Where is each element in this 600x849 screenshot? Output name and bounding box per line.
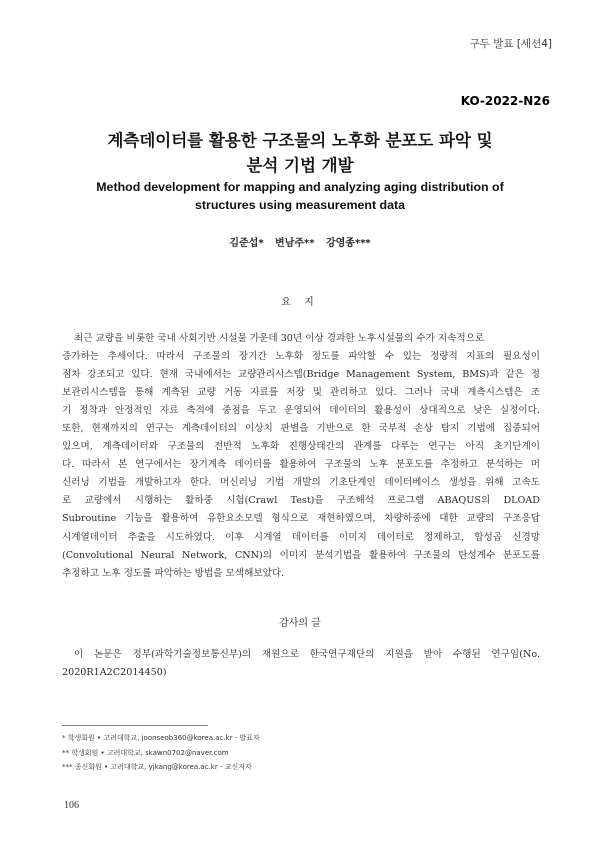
abstract-line: 최근 교량을 비롯한 국내 사회기반 시설물 가운데 30년 이상 경과한 노후시설물의 수가 지속적으로: [74, 333, 485, 344]
abstract-line: 점차 강조되고 있다. 현재 국내에서는 교량관리시스템(Bridge Management System, BMS)과 같은 정: [62, 369, 540, 381]
english-title-line-1: Method development for mapping and analyzing aging distribution of: [96, 180, 504, 194]
abstract-line: Subroutine 기능을 활용하여 유한요소모델 형식으로 재현하였으며, 차량하중에 대한 교량의 구조응답: [62, 513, 540, 525]
korean-title-line-1: 계측데이터를 활용한 구조물의 노후화 분포도 파악 및: [107, 131, 493, 150]
abstract-line: 추정하고 노후 정도를 파악하는 방법을 모색해보았다.: [62, 567, 285, 579]
paper-code: KO-2022-N26: [460, 94, 550, 108]
footnote-author-3: *** 종신회원 • 고려대학교, yjkang@korea.ac.kr - 교신저자: [62, 763, 252, 771]
abstract-line: 로 교량에서 시행하는 활하중 시험(Crawl Test)을 구조해석 프로그램 ABAQUS의 DLOAD: [62, 495, 540, 507]
abstract-line: 보관리시스템을 통해 계측된 교량 거동 자료를 저장 및 관리하고 있다. 그러나 국내 계측시스템은 조: [62, 387, 540, 399]
acknowledgement-heading: 감사의 글: [279, 618, 321, 629]
footnote-author-1: * 학생회원 • 고려대학교, joonseob360@korea.ac.kr - 발표자: [62, 734, 260, 742]
english-title: [60, 178, 540, 214]
footnotes: [62, 731, 260, 775]
session-tag: 구두 발표 [세션4]: [469, 38, 552, 50]
acknowledgement-line: 이 논문은 정부(과학기술정보통신부)의 재원으로 한국연구재단의 지원을 받아 수행된 연구임(No.: [74, 649, 540, 660]
abstract-line: 신러닝 기법을 개발하고자 한다. 머신러닝 기법 개발의 기초단계인 데이터베이스 생성을 위해 고속도: [62, 477, 540, 489]
abstract-line: 기 정착과 안정적인 자료 축적에 중점을 두고 운영되어 데이터의 활용성이 상대적으로 낮은 실정이다.: [62, 405, 540, 417]
english-title-line-2: structures using measurement data: [194, 198, 406, 212]
footnote-divider: [62, 725, 208, 726]
page-number: 106: [64, 800, 79, 811]
author-2: 변남주**: [275, 238, 315, 249]
korean-title-line-2: 분석 기법 개발: [246, 156, 354, 175]
abstract-heading: 요 지: [281, 297, 319, 308]
author-list: [0, 234, 600, 249]
author-3: 강영종***: [325, 238, 371, 249]
abstract-line: 시계열데이터 추출을 시도하였다. 이후 시계열 데이터를 이미지 데이터로 정제하고, 합성곱 신경망: [62, 531, 540, 543]
abstract-line: 증가하는 추세이다. 따라서 구조물의 장기간 노후화 정도를 파악할 수 있는 정량적 지표의 필요성이: [62, 351, 540, 363]
abstract-line: 또한, 현재까지의 연구는 계측데이터의 이상치 판별을 기반으로 한 국부적 손상 탐지 기법에 집중되어: [62, 423, 540, 435]
author-1: 김준섭*: [229, 238, 264, 249]
korean-title: [0, 128, 600, 178]
abstract-line: 있으며, 계측데이터와 구조물의 전반적 노후화 진행상태간의 관계를 다루는 연구는 아직 초기단계이: [62, 441, 540, 453]
acknowledgement-line: 2020R1A2C2014450): [62, 667, 167, 678]
footnote-author-2: ** 학생회원 • 고려대학교, skawn0702@naver.com: [62, 748, 229, 757]
abstract-body: [62, 330, 540, 583]
abstract-line: 다. 따라서 본 연구에서는 장기계측 데이터를 활용하여 구조물의 노후 분포도를 추정하고 분석하는 머: [62, 459, 540, 471]
acknowledgement-body: [62, 646, 540, 682]
abstract-line: (Convolutional Neural Network, CNN)의 이미지 분석기법을 활용하여 구조물의 탄성계수 분포도를: [62, 549, 540, 561]
